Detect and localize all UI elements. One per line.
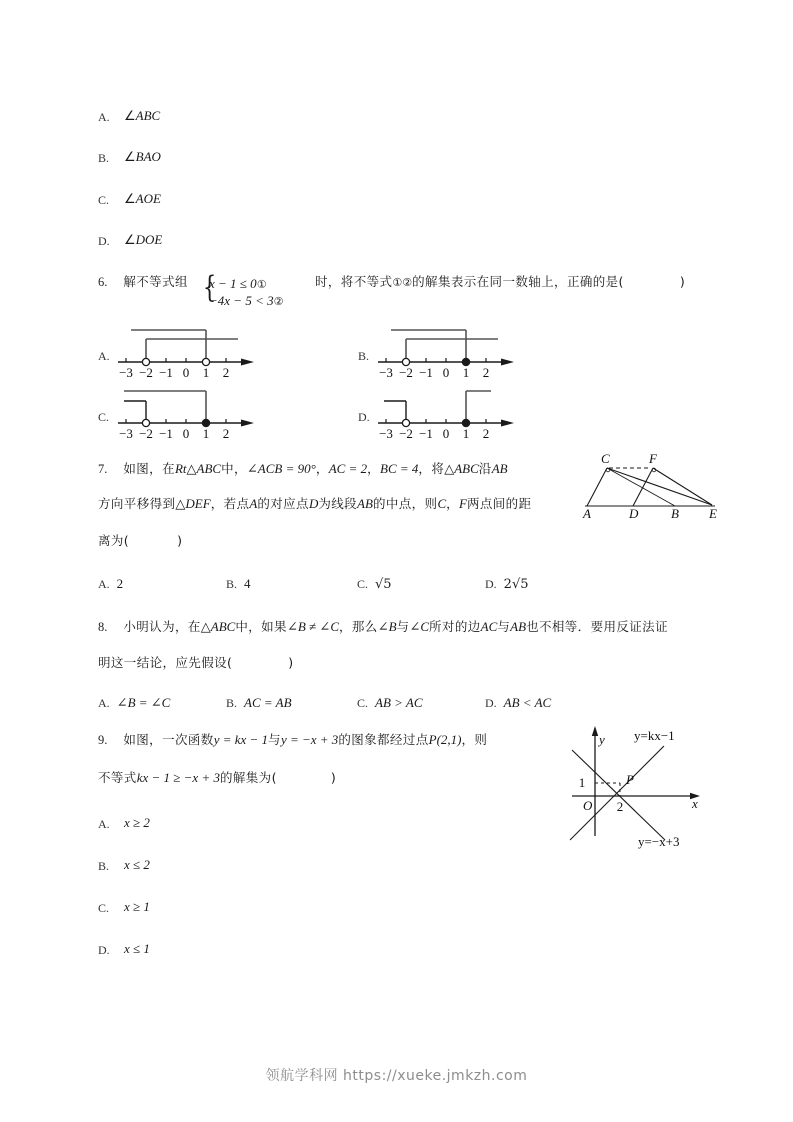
q7-math: F <box>459 496 467 511</box>
q7-option-c[interactable] <box>357 575 392 593</box>
number-line-c <box>98 388 273 440</box>
q8-text: 与 <box>396 619 410 634</box>
tick-label: −3 <box>379 365 393 380</box>
option-letter: B. <box>226 696 238 710</box>
q8-text: 明这一结论，应先假设( <box>98 655 233 670</box>
q6-option-b[interactable] <box>358 327 533 379</box>
tick-label: 2 <box>482 426 490 441</box>
line1-label: y=kx−1 <box>634 728 675 743</box>
option-letter: B. <box>98 859 110 873</box>
tick-label: 0 <box>442 365 450 380</box>
option-letter: D. <box>485 577 497 591</box>
q7-math: BC = 4 <box>380 461 419 476</box>
q7-option-b[interactable] <box>226 575 251 593</box>
option-letter: D. <box>98 943 110 957</box>
tick-label: −1 <box>159 365 173 380</box>
option-letter: B. <box>358 349 370 363</box>
q8-text: ，那么 <box>339 619 378 634</box>
vertex-label-f: F <box>649 451 657 466</box>
system-line-2: −4x − 5 < 3 <box>209 293 274 308</box>
vertex-label-c: C <box>601 451 610 466</box>
option-value: ∠ BAO <box>124 149 161 165</box>
q9-text: ) <box>330 770 337 785</box>
q7-option-d[interactable] <box>485 575 529 593</box>
system-mark-2: ② <box>273 295 284 308</box>
q8-text: 与 <box>497 619 511 634</box>
option-letter: A. <box>98 110 110 124</box>
option-value: ∠ ABC <box>124 108 160 124</box>
option-letter: B. <box>98 151 110 165</box>
q7-text: ， <box>367 461 381 476</box>
q6-stem-continued <box>315 272 685 291</box>
tick-label: 1 <box>202 426 210 441</box>
q6-inequality-system <box>200 270 310 311</box>
tick-label: −3 <box>379 426 393 441</box>
q7-text: 中， <box>221 461 247 476</box>
question-9-line-1 <box>98 730 487 749</box>
q7-math: △ABC <box>444 461 479 476</box>
q7-text: ，将 <box>418 461 445 476</box>
option-letter: C. <box>98 901 110 915</box>
q7-math: A <box>249 496 258 511</box>
q8-options <box>98 694 718 716</box>
q7-text: 为线段 <box>318 496 358 511</box>
system-line-1: x − 1 ≤ 0 <box>209 276 257 291</box>
tick-label: 0 <box>442 426 450 441</box>
question-8-line-1 <box>98 617 668 636</box>
option-letter: A. <box>98 349 110 363</box>
q7-math: D <box>308 496 319 511</box>
q7-math: C <box>437 496 447 511</box>
option-value: AB > AC <box>375 695 423 710</box>
option-value: AB < AC <box>503 695 552 710</box>
tick-label: 1 <box>462 365 470 380</box>
q6-stem-part2: 时，将不等式 <box>315 274 393 289</box>
q9-math: P(2,1) <box>428 732 462 747</box>
system-row-2 <box>209 292 283 310</box>
q9-options <box>98 815 318 975</box>
q7-triangle-diagram <box>575 448 725 520</box>
q7-text: 的中点，则 <box>372 496 438 511</box>
question-6-stem <box>98 272 188 291</box>
q8-option-d[interactable] <box>485 694 551 712</box>
system-mark-1: ① <box>256 278 267 291</box>
tick-label: −2 <box>139 365 153 380</box>
tick-label: −1 <box>159 426 173 441</box>
vertex-label-d: D <box>629 506 639 521</box>
tick-label: 1 <box>462 426 470 441</box>
q7-text: 如图，在 <box>123 461 175 476</box>
option-value: x ≤ 2 <box>124 857 150 872</box>
number-line-b <box>358 327 533 379</box>
q9-math: kx − 1 ≥ −x + 3 <box>136 770 220 785</box>
q7-text: 两点间的距 <box>466 496 532 511</box>
q8-text: 中，如果 <box>235 619 287 634</box>
option-letter: A. <box>98 577 110 591</box>
option-letter: C. <box>98 410 110 424</box>
question-7-line-3 <box>98 531 182 550</box>
tick-label: −1 <box>419 365 433 380</box>
q7-text: 的对应点 <box>257 496 309 511</box>
footer-watermark: 领航学科网 https://xueke.jmkzh.com <box>265 1068 528 1084</box>
q7-option-a[interactable] <box>98 575 123 593</box>
question-8-line-2 <box>98 653 294 672</box>
q8-option-b[interactable] <box>226 694 292 712</box>
option-letter: C. <box>98 193 110 207</box>
q8-math: AC <box>480 619 498 634</box>
q8-text: 小明认为，在 <box>123 619 201 634</box>
tick-label: −1 <box>419 426 433 441</box>
q8-math: AB <box>510 619 527 634</box>
question-7-line-1 <box>98 459 508 478</box>
q8-text: ) <box>288 655 294 670</box>
option-letter: A. <box>98 817 110 831</box>
option-value: ∠ AOE <box>124 191 161 207</box>
question-7-line-2 <box>98 494 532 513</box>
q8-option-a[interactable] <box>98 694 170 712</box>
option-letter: D. <box>358 410 370 424</box>
q9-text: ，则 <box>461 732 488 747</box>
question-number: 7. <box>98 462 108 476</box>
q8-option-c[interactable] <box>357 694 423 712</box>
q6-stem-part3: 的解集表示在同一数轴上，正确的是( <box>412 274 624 289</box>
option-letter: D. <box>485 696 497 710</box>
q7-text: 沿 <box>478 461 492 476</box>
y-axis-label: y <box>599 732 605 747</box>
q9-text: 的图象都经过点 <box>338 732 429 747</box>
tick-label: 1 <box>202 365 210 380</box>
q6-stem-part1: 解不等式组 <box>123 274 188 289</box>
option-letter: C. <box>357 577 369 591</box>
tick-label: 2 <box>222 365 230 380</box>
tick-label: −3 <box>119 365 133 380</box>
q7-math: AB <box>491 461 508 476</box>
tick-label: −2 <box>399 426 413 441</box>
tick-label: −2 <box>399 365 413 380</box>
left-brace: { <box>202 270 217 305</box>
triangle-figure <box>575 448 725 520</box>
q6-stem-part4: ) <box>679 274 686 289</box>
option-value: 2√5 <box>503 577 529 592</box>
q7-text: 离为( <box>98 533 130 548</box>
question-9-line-2 <box>98 768 336 787</box>
y-tick-label: 1 <box>578 775 586 790</box>
q8-math: ∠C <box>409 619 430 634</box>
q6-stem-marks: ①② <box>392 276 413 289</box>
option-value: ∠ DOE <box>124 232 162 248</box>
q8-math: △ABC <box>200 619 236 634</box>
vertex-label-e: E <box>709 506 717 521</box>
q8-math: ∠B <box>377 619 397 634</box>
q7-math: Rt△ABC <box>174 461 222 476</box>
question-number: 8. <box>98 620 108 634</box>
tick-label: −3 <box>119 426 133 441</box>
q8-text: 所对的边 <box>429 619 481 634</box>
option-value: √5 <box>375 577 392 592</box>
number-line-a <box>98 327 273 379</box>
option-value: 4 <box>244 576 251 591</box>
origin-label: O <box>583 798 593 813</box>
q6-option-a[interactable] <box>98 327 273 379</box>
vertex-label-b: B <box>671 506 679 521</box>
option-letter: D. <box>98 234 110 248</box>
q7-options <box>98 575 698 597</box>
q9-text: 与 <box>268 732 281 747</box>
tick-label: 2 <box>482 365 490 380</box>
question-number: 9. <box>98 733 108 747</box>
option-letter: A. <box>98 696 110 710</box>
option-value: x ≤ 1 <box>124 941 150 956</box>
option-value: x ≥ 2 <box>124 815 150 830</box>
q7-text: 方向平移得到 <box>98 496 176 511</box>
q7-math: △DEF <box>175 496 211 511</box>
q7-text: ) <box>177 533 183 548</box>
q7-text: ， <box>446 496 460 511</box>
q7-text: ，若点 <box>210 496 250 511</box>
q9-text: 如图，一次函数 <box>123 732 214 747</box>
q6-option-d[interactable] <box>358 388 533 440</box>
option-value: ∠B = ∠C <box>116 695 171 710</box>
x-tick-label: 2 <box>616 799 624 814</box>
option-value: AC = AB <box>244 695 292 710</box>
q9-text: 不等式 <box>98 770 137 785</box>
q7-math: AB <box>357 496 373 511</box>
q9-text: 的解集为( <box>219 770 277 785</box>
q6-option-c[interactable] <box>98 388 273 440</box>
q7-math: ∠ACB = 90° <box>246 461 316 476</box>
tick-label: −2 <box>139 426 153 441</box>
q9-math: y = kx − 1 <box>213 732 269 747</box>
point-p-label: P <box>626 772 634 787</box>
coordinate-graph <box>552 718 722 853</box>
option-value: 2 <box>116 576 124 591</box>
option-letter: C. <box>357 696 369 710</box>
q8-text: 也不相等．要用反证法证 <box>526 619 668 634</box>
system-row-1 <box>209 275 267 293</box>
line2-label: y=−x+3 <box>638 834 680 849</box>
q9-graph-diagram <box>552 718 722 853</box>
q7-text: ， <box>315 461 329 476</box>
vertex-label-a: A <box>583 506 591 521</box>
number-line-d <box>358 388 533 440</box>
q8-math: ∠B ≠ ∠C <box>286 619 339 634</box>
x-axis-label: x <box>692 796 698 811</box>
tick-label: 0 <box>182 426 190 441</box>
q9-math: y = −x + 3 <box>280 732 339 747</box>
option-value: x ≥ 1 <box>124 899 150 914</box>
q7-math: AC = 2 <box>328 461 368 476</box>
question-number: 6. <box>98 275 108 289</box>
option-letter: B. <box>226 577 238 591</box>
tick-label: 0 <box>182 365 190 380</box>
tick-label: 2 <box>222 426 230 441</box>
